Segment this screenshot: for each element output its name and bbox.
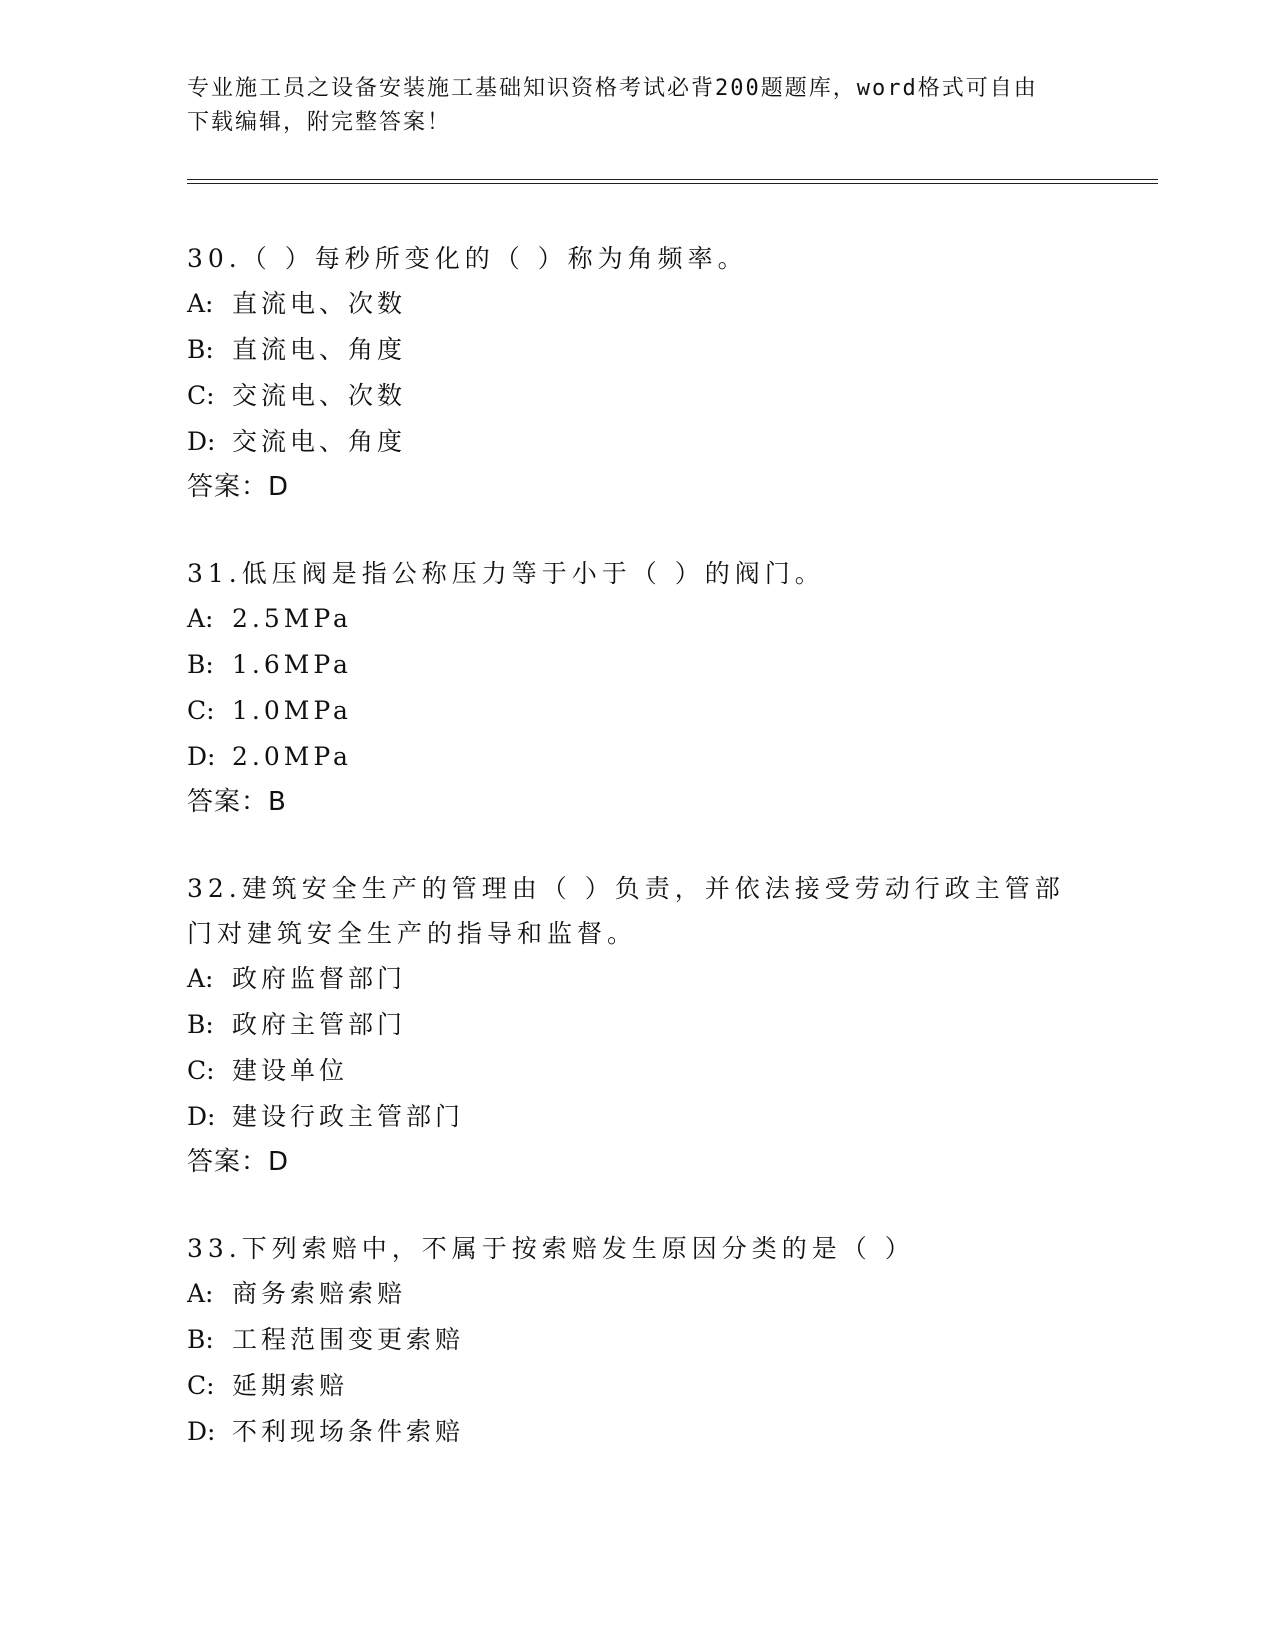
option-label: C: bbox=[187, 1371, 215, 1400]
option-b bbox=[187, 327, 1087, 373]
option-text: 2.5MPa bbox=[232, 604, 352, 633]
option-text: 不利现场条件索赔 bbox=[232, 1417, 465, 1446]
option-c bbox=[187, 1048, 1087, 1094]
answer-text: 答案：B bbox=[187, 787, 287, 817]
option-text: 2.0MPa bbox=[232, 742, 352, 771]
option-c bbox=[187, 1363, 1087, 1409]
option-text: 直流电、角度 bbox=[232, 335, 407, 364]
header-line-1: 专业施工员之设备安装施工基础知识资格考试必背200题题库，word格式可自由 bbox=[187, 76, 1038, 101]
option-b bbox=[187, 1317, 1087, 1363]
option-label: D: bbox=[187, 1102, 216, 1131]
option-label: A: bbox=[187, 289, 214, 318]
option-label: B: bbox=[187, 650, 214, 679]
option-label: A: bbox=[187, 604, 214, 633]
option-label: D: bbox=[187, 1417, 216, 1446]
option-label: B: bbox=[187, 1325, 214, 1354]
option-label: B: bbox=[187, 335, 214, 364]
question-text: 33.下列索赔中，不属于按索赔发生原因分类的是（ ） bbox=[187, 1234, 915, 1263]
question-text: 32.建筑安全生产的管理由（ ）负责，并依法接受劳动行政主管部门对建筑安全生产的指导和监督。 bbox=[187, 874, 1065, 948]
option-label: C: bbox=[187, 696, 215, 725]
option-text: 工程范围变更索赔 bbox=[232, 1325, 465, 1354]
question-list bbox=[187, 232, 1087, 1493]
option-a bbox=[187, 956, 1087, 1002]
option-text: 建设行政主管部门 bbox=[232, 1102, 465, 1131]
question-31 bbox=[187, 547, 1087, 824]
option-label: C: bbox=[187, 381, 215, 410]
option-d bbox=[187, 734, 1087, 780]
option-c bbox=[187, 373, 1087, 419]
question-text: 31.低压阀是指公称压力等于小于（ ）的阀门。 bbox=[187, 559, 825, 588]
question-text: 30.（ ）每秒所变化的（ ）称为角频率。 bbox=[187, 244, 748, 273]
header-divider-bottom bbox=[187, 183, 1158, 184]
answer-text: 答案：D bbox=[187, 472, 290, 502]
option-a bbox=[187, 596, 1087, 642]
option-text: 延期索赔 bbox=[232, 1371, 349, 1400]
option-b bbox=[187, 642, 1087, 688]
option-text: 政府主管部门 bbox=[232, 1010, 407, 1039]
option-label: A: bbox=[187, 964, 214, 993]
question-30 bbox=[187, 232, 1087, 509]
option-label: D: bbox=[187, 427, 216, 456]
option-text: 交流电、次数 bbox=[232, 381, 407, 410]
answer-text: 答案：D bbox=[187, 1147, 290, 1177]
option-text: 1.0MPa bbox=[232, 696, 352, 725]
header-line-2: 下载编辑，附完整答案！ bbox=[187, 110, 452, 135]
header-divider-top bbox=[187, 179, 1158, 180]
question-33 bbox=[187, 1222, 1087, 1455]
option-text: 商务索赔索赔 bbox=[232, 1279, 407, 1308]
option-text: 建设单位 bbox=[232, 1056, 349, 1085]
option-d bbox=[187, 419, 1087, 465]
option-a bbox=[187, 281, 1087, 327]
option-label: A: bbox=[187, 1279, 214, 1308]
option-label: D: bbox=[187, 742, 216, 771]
option-c bbox=[187, 688, 1087, 734]
question-32 bbox=[187, 862, 1087, 1184]
option-text: 1.6MPa bbox=[232, 650, 352, 679]
option-text: 交流电、角度 bbox=[232, 427, 407, 456]
option-d bbox=[187, 1409, 1087, 1455]
option-label: B: bbox=[187, 1010, 214, 1039]
option-a bbox=[187, 1271, 1087, 1317]
option-text: 政府监督部门 bbox=[232, 964, 407, 993]
option-b bbox=[187, 1002, 1087, 1048]
option-text: 直流电、次数 bbox=[232, 289, 407, 318]
option-d bbox=[187, 1094, 1087, 1140]
option-label: C: bbox=[187, 1056, 215, 1085]
document-header bbox=[187, 72, 1087, 140]
